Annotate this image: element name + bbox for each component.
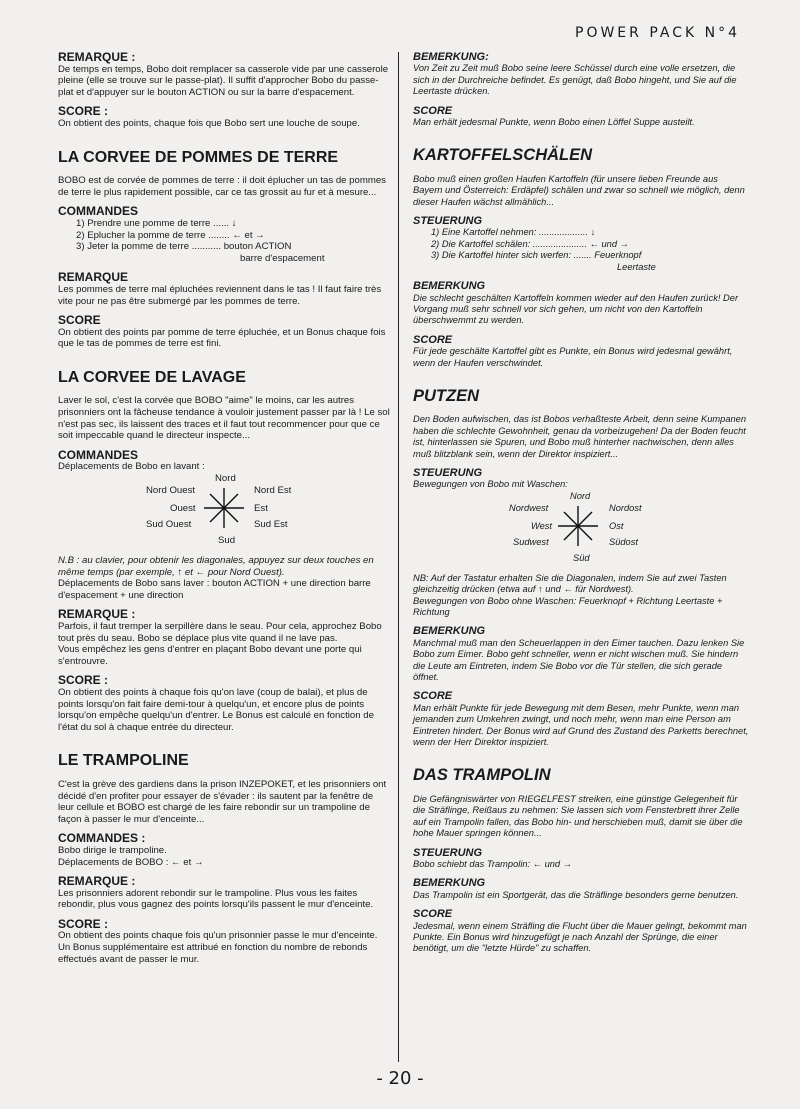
pommes-cmd-1: 1) Prendre une pomme de terre ...... ↓ xyxy=(76,217,237,229)
compass-n-de: Nord xyxy=(570,490,591,501)
trampolin-steuerung-title: STEUERUNG xyxy=(413,846,483,859)
kart-steuerung-list xyxy=(431,227,749,273)
compass-s: Sud xyxy=(218,535,236,547)
putzen-score-text: Man erhält Punkte für jede Bewegung mit dem Besen, mehr Punkte, wenn man jemanden zum Umkehren zwingt, und noch mehr, wenn man eine Person am Eintreten hindert. Der Bonus wird auf Grund des Zustand des Parketts berechnet, wenn der Herr Direktor inspiziert. xyxy=(413,702,749,748)
kart-intro: Bobo muß einen großen Haufen Kartoffeln (für unsere lieben Freunde aus Bayern und Österreich: Erdäpfel) schälen und zwar so schnell wie möglich, denn dieser Haufen wächst allmählich... xyxy=(413,173,745,207)
putzen-intro: Den Boden aufwischen, das ist Bobos verhaßteste Arbeit, denn seine Kumpanen haben die schlechte Gewohnheit, genau da vorbeizugehen! Da der Boden feucht ist, hinterlassen sie Spuren, und Bobo muß hinterher nachwischen, denn alles muß blitzblank sein, wenn der Direktor inspiziert... xyxy=(413,414,746,459)
score-text-de: Man erhält jedesmal Punkte, wenn Bobo einen Löffel Suppe austeilt. xyxy=(413,117,695,128)
score-title-de: SCORE xyxy=(413,104,453,117)
putzen-steuerung-title: STEUERUNG xyxy=(413,466,483,479)
compass-arrows-icon xyxy=(201,485,247,531)
score-text: On obtient des points, chaque fois que Bobo sert une louche de soupe. xyxy=(58,117,360,129)
section-title-pommes: LA CORVEE DE POMMES DE TERRE xyxy=(58,148,339,166)
german-column xyxy=(413,52,749,955)
compass-se-de: Südost xyxy=(609,536,638,547)
pommes-commandes-title: COMMANDES xyxy=(58,204,138,219)
lavage-remarque-text-1: Parfois, il faut tremper la serpillère dans le seau. Pour cela, approchez Bobo tout près du seau. Bobo se déplace plus vite quand il ne lave pas. xyxy=(58,621,382,644)
lavage-score-text: On obtient des points à chaque fois qu'on lave (coup de balai), et plus de points lorsqu'on fait faire demi-tour à quelqu'un, et encore plus de points lorsqu'on empêche quelqu'un d'entrer. Le Bonus est calculé en fonction de l'état du sol à chaque entrée du directeur. xyxy=(58,686,374,733)
putzen-score-title: SCORE xyxy=(413,690,453,703)
compass-e: Est xyxy=(254,503,268,515)
trampolin-intro: Die Gefängniswärter von RIEGELFEST streiken, eine günstige Gelegenheit für die Sträflinge, Reißaus zu nehmen: Sie lassen sich vom Fensterbrett ihrer Zelle auf ein Trampolin fallen, das Bobo hin- und herschieben muß, damit sie über die hohe Mauer springen können... xyxy=(413,793,743,839)
lavage-nb: N.B : au clavier, pour obtenir les diagonales, appuyez sur deux touches en même temps (par exemple, ↑ et ← pour Nord Ouest). xyxy=(58,555,374,578)
compass-sw-de: Sudwest xyxy=(513,536,549,547)
pommes-score-title: SCORE xyxy=(58,313,101,328)
section-title-trampolin: DAS TRAMPOLIN xyxy=(413,766,551,785)
putzen-ohne-waschen: Bewegungen von Bobo ohne Waschen: Feuerknopf + Richtung Leertaste + Richtung xyxy=(413,595,723,617)
pommes-cmd-3b: barre d'espacement xyxy=(240,252,325,264)
tramp-cmd-2: Déplacements de BOBO : ← et → xyxy=(58,856,204,868)
section-title-kartoffel: KARTOFFELSCHÄLEN xyxy=(413,146,593,165)
kart-st-2: 2) Die Kartoffel schälen: ..................... ← und → xyxy=(431,238,629,249)
putzen-nb: NB: Auf der Tastatur erhalten Sie die Diagonalen, indem Sie auf zwei Tasten gleichzeitig drücken (etwa auf ↑ und ← für Nordwest). xyxy=(413,572,727,595)
lavage-remarque-text-2: Vous empêchez les gens d'entrer en plaçant Bobo devant une porte qui s'entrouvre. xyxy=(58,644,362,667)
compass-w: Ouest xyxy=(170,503,196,515)
compass-diagram-de xyxy=(413,491,749,565)
kart-bemerkung-text: Die schlecht geschälten Kartoffeln kommen wieder auf den Haufen zurück! Der Vorgang muß sehr schnell vor sich gehen, um nicht von den Kartoffeln überschwemmt zu werden. xyxy=(413,292,739,326)
compass-n: Nord xyxy=(215,473,236,485)
kart-score-text: Für jede geschälte Kartoffel gibt es Punkte, ein Bonus wird jedesmal gewährt, wenn der Haufen verschwindet. xyxy=(413,346,733,368)
lavage-commandes-title: COMMANDES xyxy=(58,447,138,462)
remarque-title: REMARQUE : xyxy=(58,50,136,64)
pommes-commandes-list xyxy=(76,218,391,264)
trampolin-bemerkung-title: BEMERKUNG xyxy=(413,877,486,890)
compass-se: Sud Est xyxy=(254,519,288,531)
trampolin-score-text: Jedesmal, wenn einem Sträfling die Flucht über die Mauer gelingt, bekommt man Punkte. Ein Bonus wird hinzugefügt je nach Anzahl der Sprünge, die einer benötigt, um die "letzte Hürde" zu schaffen. xyxy=(413,920,747,954)
tramp-remarque-title: REMARQUE : xyxy=(58,874,136,889)
page-header: POWER PACK N°4 xyxy=(575,25,740,41)
bemerkung-title: BEMERKUNG: xyxy=(413,51,489,63)
kart-steuerung-title: STEUERUNG xyxy=(413,215,483,228)
tramp-intro: C'est la grève des gardiens dans la prison INZEPOKET, et les prisonniers ont décidé d'en profiter pour essayer de s'évader : ils sautent par la fenêtre de leur cellule et BOBO est chargé de les faire rebondir sur un trampoline de façon à passer le mur d'enceinte... xyxy=(58,778,387,825)
lavage-sans-laver: Déplacements de Bobo sans laver : bouton ACTION + une direction barre d'espacement + une direction xyxy=(58,578,371,601)
page-number: - 20 - xyxy=(376,1068,424,1089)
compass-s-de: Süd xyxy=(573,552,590,563)
lavage-score-title: SCORE : xyxy=(58,673,109,688)
lavage-remarque-title: REMARQUE : xyxy=(58,607,136,622)
tramp-cmd-1: Bobo dirige le trampoline. xyxy=(58,844,167,856)
tramp-commandes-title: COMMANDES : xyxy=(58,831,146,846)
tramp-score-title: SCORE : xyxy=(58,916,109,931)
score-title: SCORE : xyxy=(58,104,109,119)
putzen-bemerkung-title: BEMERKUNG xyxy=(413,625,486,638)
compass-ne: Nord Est xyxy=(254,485,292,497)
trampolin-bemerkung-text: Das Trampolin ist ein Sportgerät, das die Sträflinge besonders gerne benutzen. xyxy=(413,889,739,900)
kart-st-3: 3) Die Kartoffel hinter sich werfen: ....... Feuerknopf xyxy=(431,250,642,261)
section-title-putzen: PUTZEN xyxy=(413,386,479,405)
compass-w-de: West xyxy=(531,520,553,531)
remarque-text: De temps en temps, Bobo doit remplacer sa casserole vide par une casserole pleine (elle se trouve sur le passe-plat). Il suffit d'approcher Bobo du passe-plat et d'appuyer sur le bouton ACTION ou sur la barre d'espacement. xyxy=(58,63,389,98)
pommes-cmd-2: 2) Eplucher la pomme de terre ........ ← et → xyxy=(76,229,265,241)
pommes-intro: BOBO est de corvée de pommes de terre : il doit éplucher un tas de pommes de terre le plus rapidement possible, car ce tas grossit au fur et à mesure... xyxy=(58,175,386,198)
pommes-score-text: On obtient des points par pomme de terre épluchée, et un Bonus chaque fois que le tas de pommes de terre est fini. xyxy=(58,326,386,350)
section-title-trampoline: LE TRAMPOLINE xyxy=(58,752,189,770)
lavage-commandes-text: Déplacements de Bobo en lavant : xyxy=(58,461,205,473)
compass-diagram-fr xyxy=(58,473,391,547)
trampolin-score-title: SCORE xyxy=(413,908,453,921)
bemerkung-text: Von Zeit zu Zeit muß Bobo seine leere Schüssel durch eine volle ersetzen, die sich in der Durchreiche befindet. Es genügt, daß Bobo hingeht, und Sie auf die Leertaste drücken. xyxy=(413,63,737,97)
tramp-remarque-text: Les prisonniers adorent rebondir sur le trampoline. Plus vous les faites rebondir, plus vous gagnez des points lorsqu'ils passent le mur d'enceinte. xyxy=(58,887,374,911)
compass-nw-de: Nordwest xyxy=(509,502,549,513)
kart-bemerkung-title: BEMERKUNG xyxy=(413,280,486,293)
french-column xyxy=(58,52,391,965)
section-title-lavage: LA CORVEE DE LAVAGE xyxy=(58,368,246,386)
kart-st-3b: Leertaste xyxy=(617,261,656,272)
compass-nw: Nord Ouest xyxy=(146,485,196,497)
lavage-intro: Laver le sol, c'est la corvée que BOBO "aime" le moins, car les autres prisonniers ont la fâcheuse tendance à vouloir justement passer par là ! Le sol n'est pas sec, ils laissent des traces et il faut tout recommencer pour que ce soit impeccable quand le directeur inspecte... xyxy=(58,395,390,442)
column-divider xyxy=(398,52,399,1062)
tramp-score-text: On obtient des points chaque fois qu'un prisonnier passe le mur d'enceinte. Un Bonus supplémentaire est attribué en fonction du nombre de rebonds effectués avant de passer le mur. xyxy=(58,930,378,965)
compass-arrows-icon xyxy=(555,503,601,549)
kart-st-1: 1) Eine Kartoffel nehmen: ................... ↓ xyxy=(431,227,596,238)
kart-score-title: SCORE xyxy=(413,333,453,346)
compass-sw: Sud Ouest xyxy=(146,519,192,531)
compass-ne-de: Nordost xyxy=(609,502,642,513)
pommes-remarque-text: Les pommes de terre mal épluchées reviennent dans le tas ! Il faut faire très vite pour ne pas être submergé par les pommes de terre. xyxy=(58,283,382,307)
pommes-remarque-title: REMARQUE xyxy=(58,270,129,285)
compass-e-de: Ost xyxy=(609,520,624,531)
putzen-bemerkung-text: Manchmal muß man den Scheuerlappen in den Eimer tauchen. Dazu lenken Sie Bobo zum Eimer. Bobo geht schneller, wenn er nicht wischen muß. Sie hindern die Leute am Eintreten, indem Sie Bobo vor die Tür stellen, die sich gerade öffnet. xyxy=(413,637,745,683)
putzen-steuerung-text: Bewegungen von Bobo mit Waschen: xyxy=(413,479,568,490)
trampolin-steuerung-text: Bobo schiebt das Trampolin: ← und → xyxy=(413,858,572,869)
pommes-cmd-3: 3) Jeter la pomme de terre ........... bouton ACTION xyxy=(76,241,292,253)
